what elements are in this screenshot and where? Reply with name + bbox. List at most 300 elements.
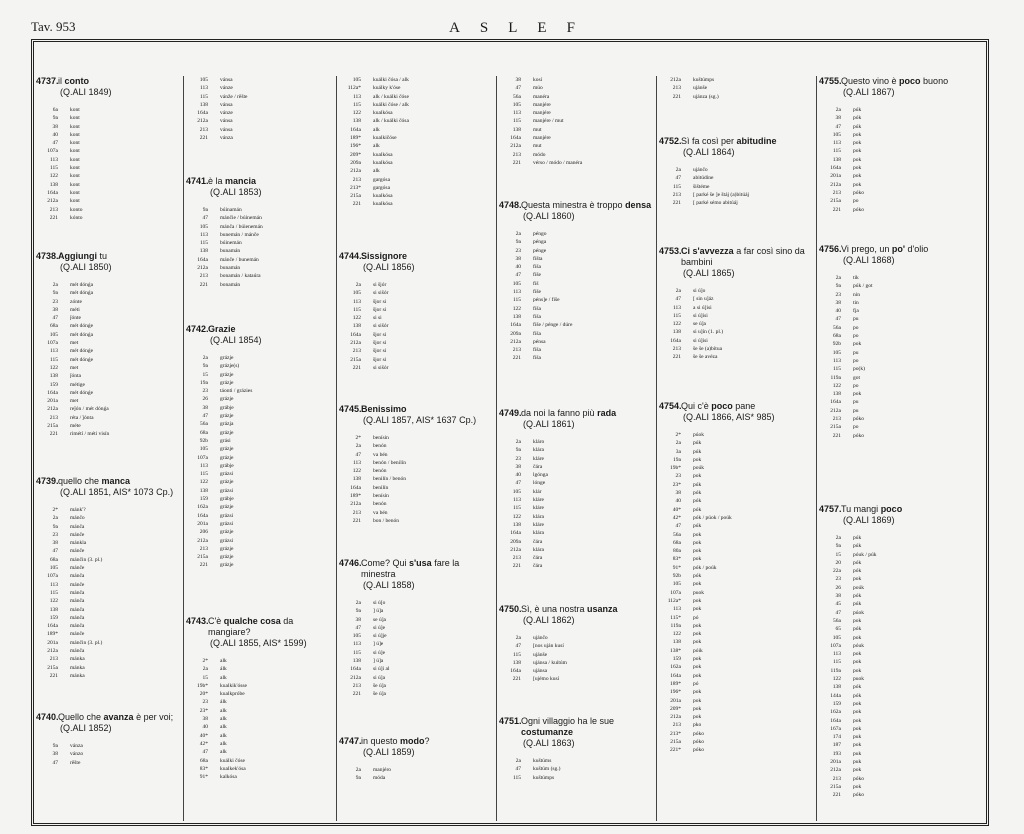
entry-title: C'è qualche cosa da mangiare? (208, 616, 294, 637)
dialect-form: mut (533, 126, 542, 133)
dialect-form: bonamán (220, 281, 241, 288)
response-row (34, 364, 183, 372)
survey-point: 164a (830, 717, 841, 724)
response-row (497, 93, 656, 101)
survey-point: 164a (830, 165, 841, 172)
dialect-form: búinemán (220, 240, 242, 247)
dialect-form: šjor si (373, 356, 387, 363)
survey-point: 209a (510, 330, 521, 337)
entry-heading (34, 712, 183, 723)
survey-point: 213 (352, 348, 361, 355)
survey-point: 23 (202, 699, 208, 706)
dialect-form: pok (853, 131, 862, 138)
response-row (497, 305, 656, 313)
dialect-form: pko (693, 722, 702, 729)
response-row (817, 340, 987, 348)
dialect-form: pók (853, 692, 862, 699)
response-row (817, 147, 987, 155)
response-row (817, 415, 987, 423)
response-row (497, 230, 656, 238)
entry-heading (184, 324, 336, 335)
survey-point: 2a (835, 107, 841, 113)
survey-point: 113 (199, 231, 208, 238)
response-row (34, 322, 183, 330)
response-row (184, 773, 336, 781)
entry-number: 4747. (339, 736, 362, 746)
map-entry (497, 200, 656, 363)
response-row (184, 126, 336, 134)
response-row (657, 572, 816, 580)
survey-point: 212a (47, 648, 58, 655)
dialect-form: pok (853, 725, 862, 732)
response-row (34, 397, 183, 405)
survey-point: 213 (672, 191, 681, 198)
response-row (337, 500, 496, 508)
response-row (184, 545, 336, 553)
survey-point: 212a (350, 340, 361, 347)
dialect-form: manjére / mut (533, 118, 564, 125)
survey-point: 2a (202, 666, 208, 673)
survey-point: 92b (672, 573, 681, 580)
entry-title: Grazie (208, 324, 236, 334)
entry-title: è la mancia (208, 176, 257, 186)
response-row (337, 356, 496, 364)
survey-point: 212a (350, 674, 361, 681)
survey-point: 19a (673, 456, 681, 463)
survey-point: 138 (832, 684, 841, 691)
response-row (184, 682, 336, 690)
response-row (337, 200, 496, 208)
response-row (497, 538, 656, 546)
survey-point: 212a (350, 501, 361, 508)
entry-title: Sì, è una nostra usanza (521, 604, 618, 614)
survey-point: 138 (199, 487, 208, 494)
dialect-form: mánče / bunemán (220, 256, 259, 263)
survey-point: 122 (832, 676, 841, 683)
dialect-form: manéra (533, 93, 550, 100)
response-row (184, 478, 336, 486)
response-row (657, 647, 816, 655)
survey-point: 23 (52, 298, 58, 305)
dialect-form: alk (373, 143, 380, 150)
response-row (184, 487, 336, 495)
dialect-form: si sišór (373, 364, 389, 371)
response-row (657, 320, 816, 328)
response-row (497, 642, 656, 650)
dialect-form: alk (220, 707, 227, 714)
dialect-form: pó (693, 614, 699, 621)
survey-point: 68a (673, 539, 681, 546)
survey-point: 47 (675, 523, 681, 530)
dialect-form: pok (853, 576, 862, 583)
survey-point: 221 (512, 159, 521, 166)
dialect-form: mánka (70, 664, 85, 671)
survey-point: 221 (832, 792, 841, 799)
survey-point: 164a (350, 331, 361, 338)
dialect-form: reǰón / mét dónǵa (70, 406, 109, 413)
response-row (337, 117, 496, 125)
dialect-form: ] ú]a (373, 658, 384, 665)
dialect-form: mét dónǵa (70, 282, 94, 288)
entry-title: Ogni villaggio ha le sue costumanze (521, 716, 615, 737)
dialect-form: pók (853, 568, 862, 575)
dialect-form: va bén (373, 509, 388, 516)
dialect-form: álk (220, 699, 227, 706)
response-row (34, 181, 183, 189)
response-row (34, 556, 183, 564)
survey-point: 162a (670, 664, 681, 671)
entry-heading (657, 246, 816, 268)
dialect-form: pok (693, 597, 702, 604)
entry-source: (Q.ALI 1854) (210, 335, 262, 345)
dialect-form: se ú]a (693, 321, 706, 328)
map-entry (34, 251, 183, 439)
response-row (34, 672, 183, 680)
response-row (817, 542, 987, 550)
response-row (184, 420, 336, 428)
dialect-form: búinamán (220, 207, 242, 213)
response-row (817, 692, 987, 700)
survey-point: 47 (52, 315, 58, 322)
response-row (817, 114, 987, 122)
dialect-form: vánze (220, 110, 233, 117)
response-row (184, 537, 336, 545)
survey-point: 9a (52, 290, 58, 297)
dialect-form: čára (533, 463, 543, 470)
response-row (497, 151, 656, 159)
dialect-form: kont (70, 123, 80, 130)
dialect-form: kualkósa (373, 110, 393, 117)
survey-point: 122 (49, 364, 58, 371)
survey-point: 215a (670, 738, 681, 745)
map-entry (184, 76, 336, 142)
survey-point: 113 (672, 304, 681, 311)
response-row (337, 517, 496, 525)
survey-point: 47 (52, 548, 58, 555)
dialect-form: pénge (533, 247, 547, 254)
dialect-form: póuk / púk (853, 551, 877, 558)
entry-source: (Q.ALI 1859) (363, 747, 415, 757)
dialect-form: met (70, 340, 79, 347)
map-entry (337, 558, 496, 699)
response-row (34, 759, 183, 767)
dialect-form: čára (533, 563, 543, 570)
dialect-form: kualkpróbe (220, 691, 245, 698)
map-entry (337, 736, 496, 783)
survey-point: 113 (199, 85, 208, 92)
survey-point: 187 (832, 742, 841, 749)
survey-point: 38 (675, 490, 681, 497)
response-row (657, 174, 816, 182)
response-row (184, 214, 336, 222)
entry-source: (Q.ALI 1849) (60, 87, 112, 97)
entry-heading (497, 200, 656, 211)
response-row (657, 531, 816, 539)
response-row (34, 523, 183, 531)
dialect-form: fiše (533, 289, 541, 296)
dialect-form: met (70, 398, 79, 405)
response-row (337, 281, 496, 289)
survey-point: 212a (350, 168, 361, 175)
response-row (817, 423, 987, 431)
dialect-form: pok (693, 705, 702, 712)
entry-source: (Q.ALI 1851, AIS* 1073 Cp.) (60, 487, 174, 497)
response-row (817, 791, 987, 799)
dialect-form: ujánše (533, 651, 548, 658)
survey-point: 138 (512, 313, 521, 320)
survey-point: 221 (49, 431, 58, 438)
dialect-form: tin (853, 299, 859, 306)
dialect-form: kont (70, 165, 80, 172)
dialect-form: šjor si (373, 348, 387, 355)
entry-heading (34, 251, 183, 262)
dialect-form: póko (853, 189, 864, 196)
response-row (184, 231, 336, 239)
dialect-form: kláre (533, 521, 544, 528)
response-row (34, 389, 183, 397)
dialect-form: kont (70, 131, 80, 138)
response-row (337, 364, 496, 372)
response-row (184, 354, 336, 362)
dialect-form: táonti / grázies (220, 388, 253, 395)
survey-point: 221 (49, 214, 58, 221)
response-row (337, 126, 496, 134)
dialect-form: si ú]je (373, 633, 387, 640)
dialect-form: kuštúms (533, 758, 552, 764)
survey-point: 201a (830, 759, 841, 766)
map-entry (34, 76, 183, 222)
dialect-form: kláre (533, 497, 544, 504)
survey-point: 105 (199, 77, 208, 83)
survey-point: 56a (673, 531, 681, 538)
dialect-form: fiša (533, 355, 541, 362)
survey-point: 162a (830, 709, 841, 716)
response-row (817, 291, 987, 299)
response-row (657, 630, 816, 638)
survey-point: 113 (512, 110, 521, 117)
entry-source: (Q.ALI 1864) (683, 147, 735, 157)
response-row (497, 479, 656, 487)
survey-point: 164a (47, 389, 58, 396)
survey-point: 20 (835, 559, 841, 566)
entry-number: 4750. (499, 604, 522, 614)
survey-point: 119a (830, 667, 841, 674)
dialect-form: pók (853, 559, 862, 566)
dialect-form: pok (853, 634, 862, 641)
map-entry (337, 76, 496, 209)
response-row (184, 247, 336, 255)
survey-point: 167a (830, 725, 841, 732)
response-row (497, 255, 656, 263)
survey-point: 138 (352, 118, 361, 125)
dialect-form: va bén (373, 451, 388, 458)
response-row (337, 475, 496, 483)
response-row (337, 306, 496, 314)
survey-point: 138 (352, 476, 361, 483)
survey-point: 115 (832, 366, 841, 373)
survey-point: 2a (515, 635, 521, 641)
survey-point: 107a (47, 340, 58, 347)
survey-point: 113 (352, 298, 361, 305)
response-row (817, 398, 987, 406)
survey-point: 221 (352, 517, 361, 524)
response-row (497, 488, 656, 496)
survey-point: 2a (355, 600, 361, 606)
survey-point: 138 (832, 156, 841, 163)
dialect-form: vérso / módo / manéra (533, 159, 583, 166)
survey-point: 47 (355, 624, 361, 631)
survey-point: 56a (833, 324, 841, 331)
dialect-form: grázje (220, 379, 234, 386)
dialect-form: póko (853, 775, 864, 782)
survey-point: 115 (512, 118, 521, 125)
dialect-form: klára (533, 530, 544, 537)
survey-point: 40 (515, 472, 521, 479)
dialect-form: po(k) (853, 366, 865, 373)
survey-point: 38 (52, 540, 58, 547)
entry-source: (Q.ALI 1852) (60, 723, 112, 733)
dialect-form: klár (533, 488, 542, 495)
response-row (337, 331, 496, 339)
survey-point: 213 (672, 346, 681, 353)
response-row (184, 698, 336, 706)
survey-point: 164a (197, 512, 208, 519)
response-row (817, 625, 987, 633)
survey-point: 189* (47, 631, 58, 638)
dialect-form: pók (853, 684, 862, 691)
response-row (657, 713, 816, 721)
column-4 (497, 76, 657, 821)
dialect-form: mánča (70, 648, 85, 655)
response-row (497, 330, 656, 338)
survey-point: 19b* (197, 682, 208, 689)
dialect-form: grábje (220, 496, 234, 503)
survey-point: 138 (199, 101, 208, 108)
survey-point: 221 (672, 354, 681, 361)
response-row (337, 142, 496, 150)
survey-point: 115 (512, 505, 521, 512)
response-row (497, 288, 656, 296)
survey-point: 2a (675, 167, 681, 173)
map-entry (184, 176, 336, 289)
response-row (817, 617, 987, 625)
dialect-form: poúk (853, 584, 864, 591)
dialect-form: šjor si (373, 340, 387, 347)
survey-point: 2* (675, 432, 681, 438)
survey-point: 213 (672, 85, 681, 92)
dialect-form: [ parké sémo abitúáj (693, 200, 738, 207)
response-row (337, 322, 496, 330)
dialect-form: púk (853, 543, 862, 550)
survey-point: 164a (830, 399, 841, 406)
survey-point: 113 (199, 462, 208, 469)
map-entry (34, 476, 183, 680)
dialect-form: čára (533, 538, 543, 545)
survey-point: 122 (49, 598, 58, 605)
dialect-form: alk (220, 732, 227, 739)
dialect-form: a si ú]isi (693, 304, 712, 311)
survey-point: 112a* (347, 85, 361, 92)
survey-point: 2a (835, 275, 841, 281)
survey-point: 26 (835, 584, 841, 591)
entry-title: Questo vino è poco buono (841, 76, 949, 86)
entry-heading (34, 76, 183, 87)
dialect-form: mánča (70, 523, 85, 530)
dialect-form: pok (853, 659, 862, 666)
survey-point: 26 (202, 396, 208, 403)
survey-point: 215a (350, 356, 361, 363)
dialect-form: pénsa (533, 338, 546, 345)
response-row (817, 156, 987, 164)
dialect-form: klára (533, 513, 544, 520)
response-row (657, 439, 816, 447)
dialect-form: si ú]i al (373, 666, 390, 673)
response-row (817, 315, 987, 323)
survey-point: 23 (52, 531, 58, 538)
response-row (497, 446, 656, 454)
response-row (34, 139, 183, 147)
survey-point: 189* (350, 493, 361, 500)
survey-point: 40* (199, 732, 208, 739)
dialect-form: ] ú]a (373, 608, 384, 615)
survey-point: 91* (672, 564, 681, 571)
map-entry (657, 136, 816, 207)
map-entry (657, 76, 816, 101)
survey-point: 144a (830, 692, 841, 699)
response-row (184, 503, 336, 511)
response-row (184, 690, 336, 698)
response-row (817, 365, 987, 373)
response-row (817, 567, 987, 575)
response-row (497, 496, 656, 504)
survey-point: 213 (672, 722, 681, 729)
response-row (337, 151, 496, 159)
dialect-form: šjor si (373, 298, 387, 305)
response-row (337, 509, 496, 517)
entry-source: (Q.ALI 1850) (60, 262, 112, 272)
dialect-form: póko (853, 416, 864, 423)
response-row (34, 539, 183, 547)
entry-title: Come? Qui s'usa fare la minestra (361, 558, 460, 579)
survey-point: 22a (833, 568, 841, 575)
response-row (34, 614, 183, 622)
dialect-form: mánča (70, 598, 85, 605)
map-entry (184, 324, 336, 570)
survey-point: 9a (202, 363, 208, 370)
entry-heading (657, 136, 816, 147)
survey-point: 209* (350, 151, 361, 158)
response-row (34, 339, 183, 347)
dialect-form: pók (693, 506, 702, 513)
survey-point: 105 (512, 488, 521, 495)
dialect-form: fiša (533, 330, 541, 337)
response-row (497, 346, 656, 354)
dialect-form: še ú]a (373, 691, 386, 698)
response-row (184, 387, 336, 395)
response-row (657, 663, 816, 671)
response-row (337, 682, 496, 690)
survey-point: 119a (670, 622, 681, 629)
survey-point: 215a (830, 783, 841, 790)
survey-point: 115 (512, 774, 521, 781)
survey-point: 221 (352, 201, 361, 208)
dialect-form: rimétí / méti visín (70, 431, 110, 438)
response-row (184, 109, 336, 117)
response-row (817, 189, 987, 197)
survey-point: 213 (352, 509, 361, 516)
dialect-form: grázje (220, 429, 234, 436)
survey-point: 68a (200, 757, 208, 764)
